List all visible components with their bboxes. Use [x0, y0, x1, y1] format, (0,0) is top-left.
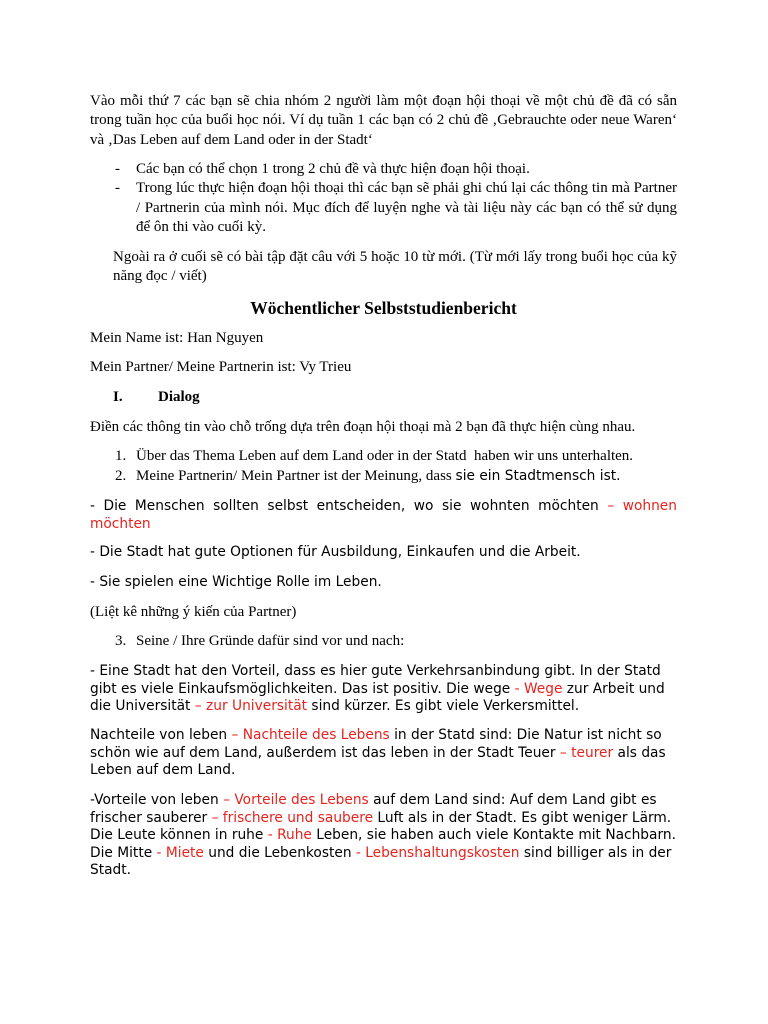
question-number: 2. [115, 467, 127, 484]
text-segment: Leben, sie haben auch viele Kontakte mit Nachbarn. Die Mitte [90, 827, 676, 861]
instruction-text: Điền các thông tin vào chỗ trống dựa trên đoạn hội thoại mà 2 bạn đã thực hiện cùng nhau. [90, 419, 636, 435]
intro-note: Ngoài ra ở cuối sẽ có bài tập đặt câu với 5 hoặc 10 từ mới. (Từ mới lấy trong buổi học của kỹ năng đọc / viết) [113, 249, 677, 285]
reason-paragraph [90, 727, 677, 780]
opinion-paragraph [90, 574, 677, 592]
correction-text: – Nachteile des Lebens [231, 727, 390, 743]
bullet-text: Các bạn có thể chọn 1 trong 2 chủ đề và thực hiện đoạn hội thoại. [136, 161, 530, 177]
text-segment: Luft als in der Stadt. Es gibt weniger Lärm. Die Leute können in ruhe [90, 809, 672, 844]
opinion-paragraph [90, 498, 677, 533]
intro-bullet-item [90, 160, 677, 179]
section-title: Dialog [158, 389, 200, 405]
question-item [90, 632, 677, 651]
question-item [90, 467, 677, 487]
correction-text: - Miete [156, 844, 204, 861]
correction-text: – teurer [559, 744, 614, 761]
text-segment: zur Arbeit und die Universität [90, 680, 665, 715]
text-segment: als das Leben auf dem Land. [90, 744, 666, 779]
question-text [136, 467, 677, 487]
text-segment: in der Statd sind: Die Natur ist nicht so schön wie auf dem Land, außerdem ist das leben in der Stadt Teuer [90, 727, 662, 761]
question-answer: sie ein Stadtmensch ist. [455, 467, 621, 484]
question-number: 1. [115, 448, 127, 464]
reason-paragraph [90, 792, 677, 880]
reason-paragraph [90, 663, 677, 716]
correction-text: - Wege [514, 680, 563, 697]
correction-text: – Vorteile des Lebens [223, 792, 369, 808]
text-segment: sind billiger als in der Stadt. [90, 844, 672, 879]
correction-text: - Ruhe [267, 827, 312, 844]
section-number: I. [113, 389, 123, 405]
bullet-marker: - [115, 180, 120, 197]
text-segment: - Die Menschen sollten selbst entscheiden, wo sie wohnten möchten [90, 498, 608, 514]
intro-bullet-item [90, 179, 677, 237]
question-text: Seine / Ihre Gründe dafür sind vor und nach: [136, 633, 405, 649]
partner-line: Mein Partner/ Meine Partnerin ist: Vy Trieu [90, 359, 352, 375]
intro-bullet-list [90, 160, 677, 238]
text-segment: - Die Stadt hat gute Optionen für Ausbildung, Einkaufen und die Arbeit. [90, 544, 581, 560]
question-item-row [90, 632, 677, 651]
question-prompt: Meine Partnerin/ Mein Partner ist der Meinung, dass [136, 467, 456, 484]
correction-text: – frischere und saubere [211, 809, 374, 826]
intro-paragraph: Vào mỗi thứ 7 các bạn sẽ chia nhóm 2 người làm một đoạn hội thoại về một chủ đề đã có sẵn trong tuần học của buổi học nói. Ví dụ tuần 1 các bạn có 2 chủ đề ‚Gebrauchte oder neue Waren‘ và ‚Das Leben auf dem Land oder in der Stadt‘ [90, 93, 677, 148]
text-segment: Nachteile von leben [90, 727, 232, 743]
text-segment: -Vorteile von leben [90, 792, 224, 808]
question-item [90, 447, 677, 467]
question-text: Über das Thema Leben auf dem Land oder in der Statd haben wir uns unterhalten. [136, 448, 634, 464]
bullet-marker: - [115, 161, 120, 177]
name-line: Mein Name ist: Han Nguyen [90, 330, 264, 346]
correction-text: - Lebenshaltungskosten [355, 844, 520, 861]
correction-text: – wohnen möchten [90, 498, 677, 532]
report-title: Wöchentlicher Selbststudienbericht [250, 298, 517, 318]
text-segment: - Eine Stadt hat den Vorteil, dass es hier gute Verkehrsanbindung gibt. In der Statd gibt es viele Einkaufsmöglichkeiten. Das ist positiv. Die wege [90, 663, 661, 697]
question-list [90, 447, 677, 487]
question-number: 3. [115, 633, 127, 649]
text-segment: und die Lebenkosten [203, 844, 356, 861]
opinions-hint: (Liệt kê những ý kiến của Partner) [90, 604, 297, 620]
text-segment: auf dem Land sind: Auf dem Land gibt es frischer sauberer [90, 792, 657, 826]
bullet-text: Trong lúc thực hiện đoạn hội thoại thì các bạn sẽ phải ghi chú lại các thông tin mà Partner / Partnerin của mình nói. Mục đích để luyện nghe và tài liệu này các bạn có thể sử dụng để ôn thi vào cuối kỳ. [136, 180, 677, 236]
text-segment: sind kürzer. Es gibt viele Verkersmittel. [307, 698, 580, 715]
text-segment: - Sie spielen eine Wichtige Rolle im Leben. [90, 574, 382, 590]
correction-text: – zur Universität [194, 698, 308, 715]
section-heading [113, 388, 413, 407]
opinion-paragraph [90, 544, 677, 562]
